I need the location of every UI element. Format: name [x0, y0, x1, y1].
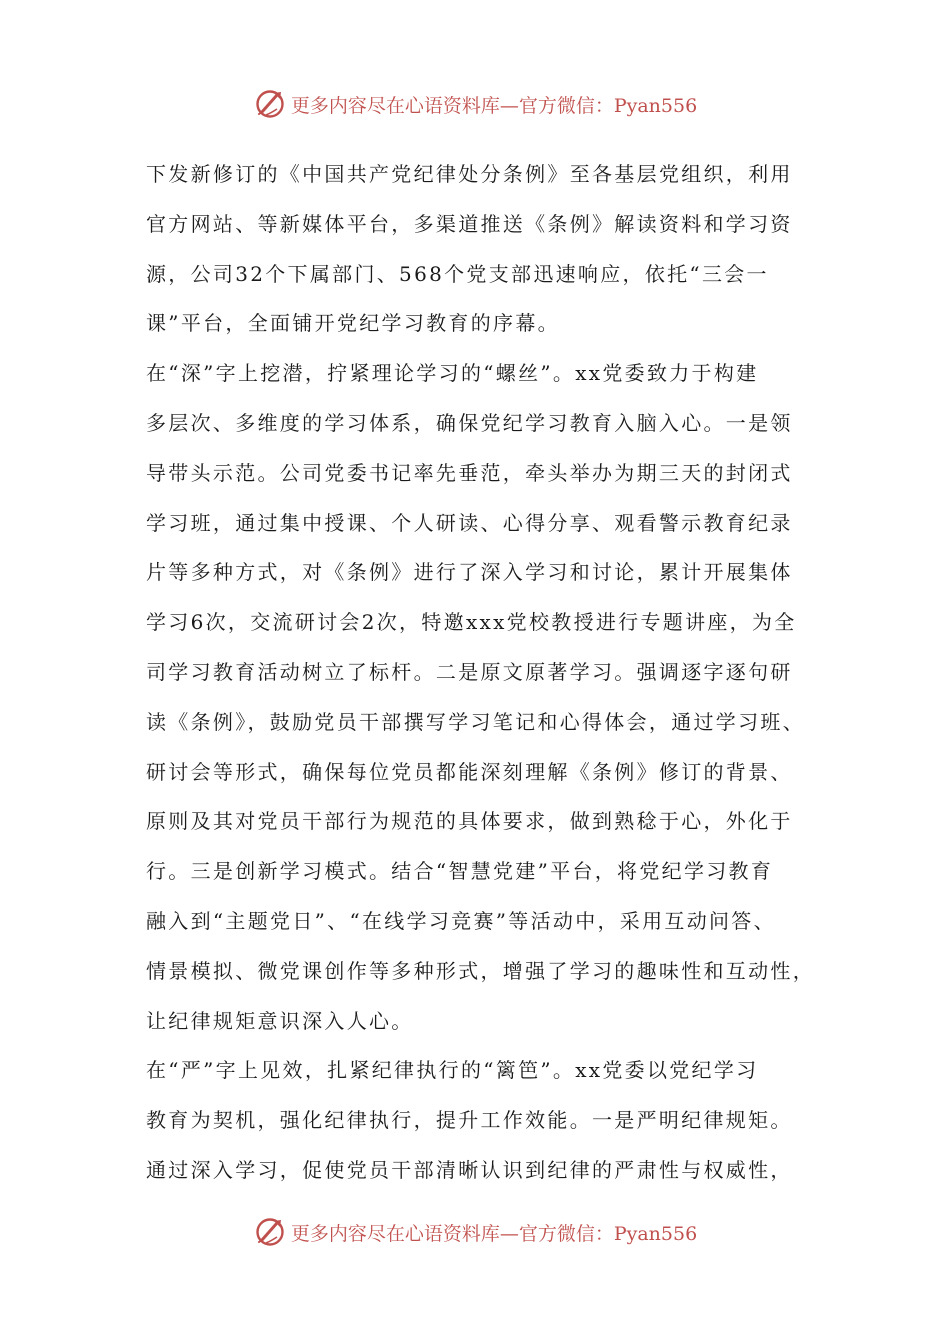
text-line: 片等多种方式，对《条例》进行了深入学习和讨论，累计开展集体	[146, 560, 793, 585]
pen-circle-logo-icon	[253, 87, 287, 121]
watermark-text: 更多内容尽在心语资料库—官方微信：Pyan556	[290, 94, 698, 117]
text-line: 学习6次，交流研讨会2次，特邀xxx党校教授进行专题讲座，为全	[146, 610, 797, 635]
header-watermark	[0, 84, 950, 124]
text-line: 司学习教育活动树立了标杆。二是原文原著学习。强调逐字逐句研	[146, 659, 793, 684]
text-line: 导带头示范。公司党委书记率先垂范，牵头举办为期三天的封闭式	[146, 460, 793, 485]
text-line: 在“严”字上见效，扎紧纪律执行的“篱笆”。xx党委以党纪学习	[146, 1058, 759, 1083]
text-line: 情景模拟、微党课创作等多种形式，增强了学习的趣味性和互动性，	[146, 958, 815, 983]
text-line: 行。三是创新学习模式。结合“智慧党建”平台，将党纪学习教育	[146, 859, 774, 884]
text-line: 官方网站、等新媒体平台，多渠道推送《条例》解读资料和学习资	[146, 211, 793, 236]
text-line: 读《条例》，鼓励党员干部撰写学习笔记和心得体会，通过学习班、	[146, 709, 805, 734]
text-line: 学习班，通过集中授课、个人研读、心得分享、观看警示教育纪录	[146, 510, 793, 535]
watermark-text: 更多内容尽在心语资料库—官方微信：Pyan556	[290, 1222, 698, 1245]
text-line: 源，公司32个下属部门、568个党支部迅速响应，依托“三会一	[146, 261, 769, 286]
text-line: 原则及其对党员干部行为规范的具体要求，做到熟稔于心，外化于	[146, 809, 793, 834]
pen-circle-logo-icon	[253, 1215, 287, 1249]
text-line: 教育为契机，强化纪律执行，提升工作效能。一是严明纪律规矩。	[146, 1108, 793, 1133]
text-line: 通过深入学习，促使党员干部清晰认识到纪律的严肃性与权威性，	[146, 1157, 793, 1182]
text-line: 研讨会等形式，确保每位党员都能深刻理解《条例》修订的背景、	[146, 759, 793, 784]
footer-watermark	[0, 1212, 950, 1252]
text-line: 下发新修订的《中国共产党纪律处分条例》至各基层党组织，利用	[146, 162, 793, 186]
document-body	[146, 150, 826, 1196]
text-line: 在“深”字上挖潜，拧紧理论学习的“螺丝”。xx党委致力于构建	[146, 361, 759, 386]
text-line: 多层次、多维度的学习体系，确保党纪学习教育入脑入心。一是领	[146, 410, 793, 435]
text-line: 让纪律规矩意识深入人心。	[146, 1008, 414, 1033]
text-line: 融入到“主题党日”、“在线学习竞赛”等活动中，采用互动问答、	[146, 908, 776, 933]
text-line: 课”平台，全面铺开党纪学习教育的序幕。	[146, 311, 560, 336]
